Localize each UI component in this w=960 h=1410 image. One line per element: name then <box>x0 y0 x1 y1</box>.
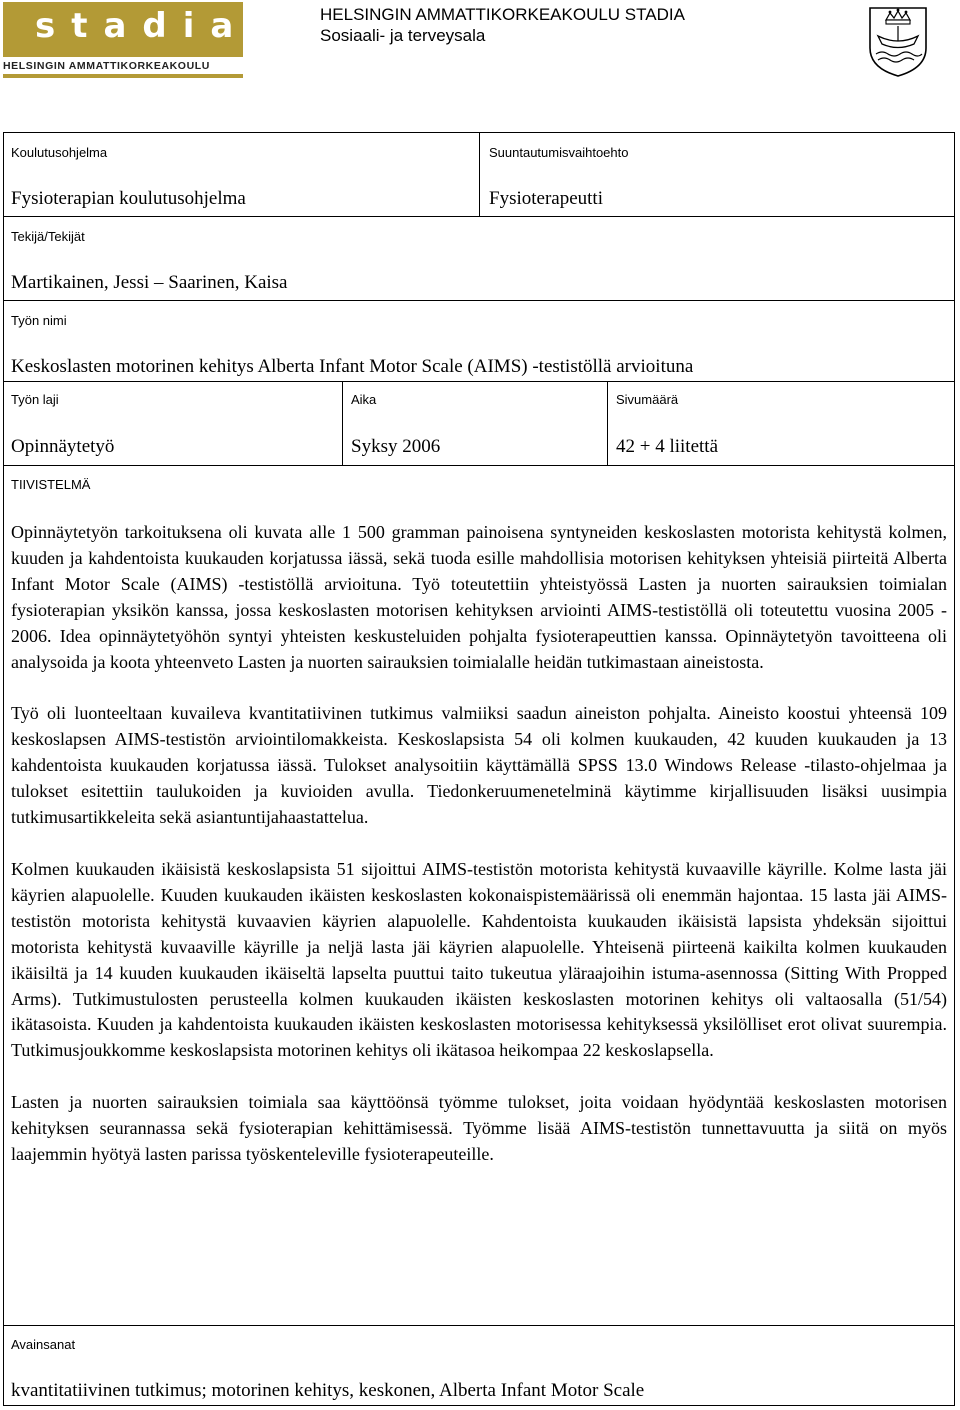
logo-box <box>3 2 250 57</box>
time-value: Syksy 2006 <box>351 436 441 457</box>
abstract-paragraph: Opinnäytetyön tarkoituksena oli kuvata alle 1 500 gramman painoisena syntyneiden keskoslasten motorista kehitystä kolmen, kuuden ja kahdentoista kuukauden korjatussa iässä, sekä tuoda esille mahdollisia motorisen kehityksen yhteisiä piirteitä Alberta Infant Motor Scale (AIMS) -testistöllä arvioituna. Työ toteutettiin yhteistyössä Lasten ja nuorten sairauksien toimialan fysioterapian yksikön kanssa, jossa keskoslasten motorisen kehityksen arviointi AIMS-testistöllä oli toteutettu vuosina 2005 - 2006. Idea opinnäytetyöhön syntyi yhteisten keskusteluiden pohjalta fysioterapeuttien kanssa. Opinnäytetyön tavoitteena oli analysoida ja koota yhteenveto Lasten ja nuorten sairauksien toimialalle heidän tutkimastaan aineistosta. <box>11 522 947 672</box>
orientation-label: Suuntautumisvaihtoehto <box>489 145 629 160</box>
thesis-title: Keskoslasten motorinen kehitys Alberta Infant Motor Scale (AIMS) -testistöllä arvioituna <box>11 356 694 377</box>
authors-label: Tekijä/Tekijät <box>11 229 85 244</box>
logo-wordmark: stadia <box>35 6 250 46</box>
abstract-paragraph: Kolmen kuukauden ikäisistä keskoslapsista 51 sijoittui AIMS-testistön motorista kehitystä kuvaaville käyrille. Kolme lasta jäi käyrien alapuolelle. Kuuden kuukauden ikäisten keskoslasten kokonaispistemäärissä oli enemmän hajontaa. 15 lasta jäi AIMS-testistön motorista kehitystä kuvaavien käyrien alapuolelle. Kahdentoista kuukauden ikäisistä lapsista yhdeksän sijoittui motorista kehitystä kuvaaville käyrille ja neljä lasta jäi käyrien alapuolelle. Yhteisenä piirteenä kaikilta kolmen kuukauden ikäisiltä ja 14 kuuden kuukauden ikäiseltä lapselta puuttui taito tukeutua yläraajoihin istuma-asennossa (Sitting With Propped Arms). Tutkimustulosten perusteella kolmen kuukauden ikäisten keskoslasten motorinen kehitys oli valtaosalla (51/54) ikätasoista. Kuuden ja kahdentoista kuukauden ikäisten keskoslasten motorisessa kehityksessä yksilölliset erot olivat suurempia. Tutkimusjoukkomme keskoslapsista motorinen kehitys oli ikätasoa heikompaa 22 keskoslapsella. <box>11 858 947 1061</box>
column-divider <box>607 381 608 465</box>
abstract-paragraph: Työ oli luonteeltaan kuvaileva kvantitatiivinen tutkimus valmiiksi saadun aineiston pohjalta. Aineisto koostui yhteensä 109 keskoslapsen AIMS-testistön arviointilomakkeista. Keskoslapsista 54 oli kolmen kuukauden, 42 kuuden kuukauden ja 13 kahdentoista kuukauden korjatussa iässä. Tulokset analysoitiin käyttämällä SPSS 13.0 Windows Release -tilasto-ohjelmaa ja tulokset esitettiin taulukoiden ja kuvioiden avulla. Tiedonkeruumenetelminä käytimme kirjallisuuden lisäksi uusimpia tutkimusartikkeleita sekä asiantuntijahaastattelua. <box>11 703 947 828</box>
abstract-heading: TIIVISTELMÄ <box>11 477 91 492</box>
logo-underline <box>3 74 243 78</box>
stadia-logo <box>3 2 250 78</box>
pages-label: Sivumäärä <box>616 392 679 407</box>
row-divider <box>3 216 955 217</box>
row-divider <box>3 381 955 382</box>
keywords-value: kvantitatiivinen tutkimus; motorinen kehitys, keskonen, Alberta Infant Motor Scale <box>11 1380 645 1401</box>
authors-value: Martikainen, Jessi – Saarinen, Kaisa <box>11 272 288 293</box>
type-label: Työn laji <box>11 392 59 407</box>
abstract-body <box>11 520 947 1194</box>
abstract-paragraph: Lasten ja nuorten sairauksien toimiala saa käyttöönsä työmme tulokset, joita voidaan hyödyntää keskoslasten motorisen kehityksen seurannassa sekä fysioterapian kehittämisessä. Työmme lisää AIMS-testistön tunnettavuutta ja siitä on myös laajemmin hyötyä lasten parissa työskenteleville fysioterapeuteille. <box>11 1092 947 1165</box>
program-value: Fysioterapian koulutusohjelma <box>11 188 246 209</box>
keywords-label: Avainsanat <box>11 1337 76 1352</box>
column-divider <box>479 132 480 216</box>
title-label: Työn nimi <box>11 313 67 328</box>
program-label: Koulutusohjelma <box>11 145 108 160</box>
time-label: Aika <box>351 392 377 407</box>
row-divider <box>3 1325 955 1326</box>
institution-department: Sosiaali- ja terveysala <box>320 26 486 45</box>
institution-name: HELSINGIN AMMATTIKORKEAKOULU STADIA <box>320 5 685 24</box>
column-divider <box>342 381 343 465</box>
row-divider <box>3 465 955 466</box>
institution-header <box>320 4 685 46</box>
logo-subtitle: HELSINGIN AMMATTIKORKEAKOULU <box>3 60 210 72</box>
pages-value: 42 + 4 liitettä <box>616 436 719 457</box>
orientation-value: Fysioterapeutti <box>489 188 603 209</box>
row-divider <box>3 300 955 301</box>
helsinki-coat-of-arms-icon <box>866 4 930 78</box>
type-value: Opinnäytetyö <box>11 436 115 457</box>
